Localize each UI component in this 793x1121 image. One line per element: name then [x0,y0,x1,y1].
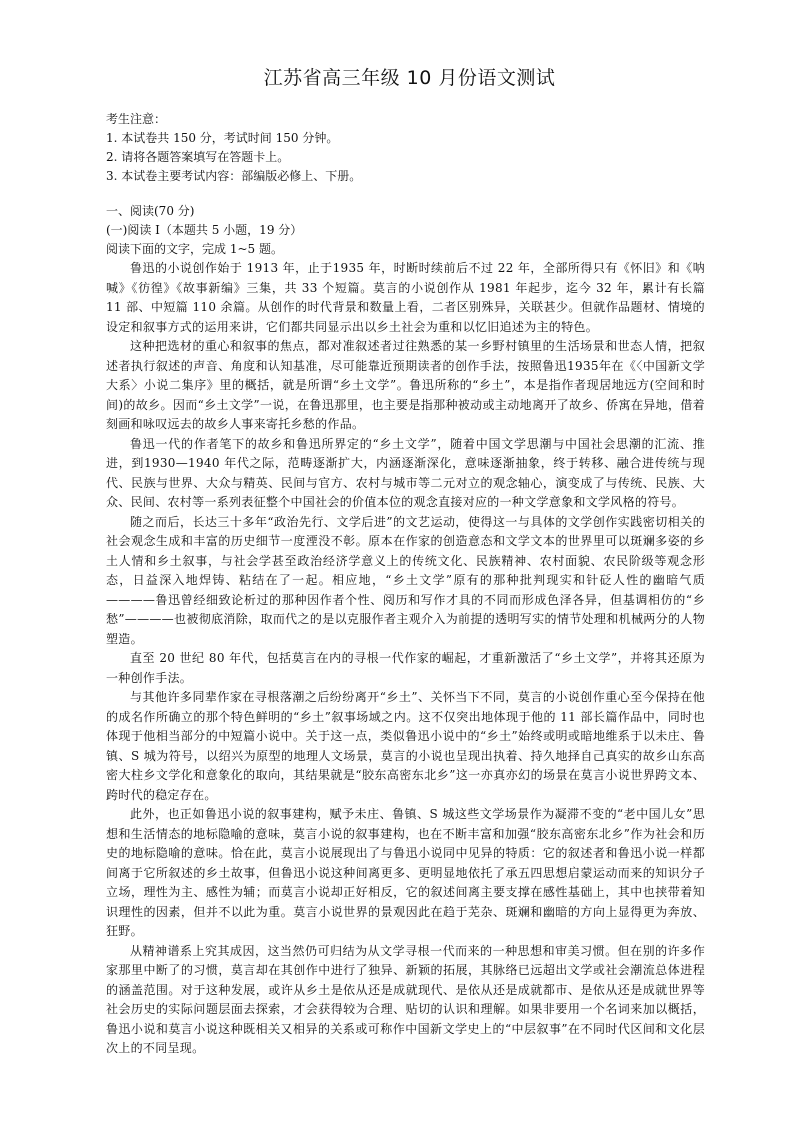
notice-item: 1. 本试卷共 150 分，考试时间 150 分钟。 [106,131,339,145]
notice-heading: 考生注意： [106,112,167,126]
candidate-notice [106,110,705,186]
passage-paragraph: 鲁迅的小说创作始于 1913 年，止于1935 年，时断时续前后不过 22 年，全部所得只有《怀旧》和《呐喊》《彷徨》《故事新编》三集，共 33 个短篇。莫言的小说创作从 1981 年起步，迄今 32 年，累计有长篇 11 部、中短篇 110 余篇。从创作的时代背景和数量上看，二者区别殊异，关联甚少。但就作品题材、情境的设定和叙事方式的运用来讲，它们都共同显示出以乡土社会为重和以忆旧追述为主的特色。 [106,261,705,334]
instruction: 阅读下面的文字，完成 1~5 题。 [106,242,283,256]
passage-paragraph: 这种把选材的重心和叙事的焦点，都对准叙述者过往熟悉的某一乡野村镇里的生活场景和世态人情，把叙述者执行叙述的声音、角度和认知基准，尽可能靠近预期读者的创作手法，按照鲁迅1935年在《〈中国新文学大系〉小说二集序》里的概括，就是所谓“乡土文学”。鲁迅所称的“乡土”，本是指作者现居地远方(空间和时间)的故乡。因而“乡土文学”一说，在鲁迅那里，也主要是指那种被动或主动地离开了故乡、侨寓在异地，借着刻画和咏叹远去的故乡人事来寄托乡愁的作品。 [106,339,705,431]
passage-paragraph: 随之而后，长达三十多年“政治先行、文学后进”的文艺运动，使得这一与具体的文学创作实践密切相关的社会观念生成和丰富的历史细节一度湮没不彰。原本在作家的创造意态和文学文本的世界里可以斑斓多姿的乡土人情和乡土叙事，与社会学甚至政治经济学意义上的传统文化、民族精神、农村面貌、农民阶级等观念形态，日益深入地焊铸、粘结在了一起。相应地，“乡土文学”原有的那种批判现实和针砭人性的幽暗气质————鲁迅曾经细致论析过的那种因作者个性、阅历和写作才具的不同而形成色泽各异，但基调相仿的“乡愁”————也被彻底消除，取而代之的是以克服作者主观介入为前提的透明写实的情节处理和机械两分的人物塑造。 [106,514,705,646]
passage-paragraph: 从精神谱系上究其成因，这当然仍可归结为从文学寻根一代而来的一种思想和审美习惯。但在别的许多作家那里中断了的习惯，莫言却在其创作中进行了独异、新颖的拓展，其脉络已远超出文学或社会潮流总体进程的涵盖范围。对于这种发展，或许从乡土是依从还是成就现代、是依从还是成就都市、是依从还是成就世界等社会历史的实际问题层面去探索，才会获得较为合理、贴切的认识和理解。如果非要用一个名词来加以概括，鲁迅小说和莫言小说这种既相关又相异的关系或可称作中国新文学史上的“中层叙事”在不同时代区间和文化层次上的不同呈现。 [106,943,705,1055]
passage-paragraph: 与其他许多同辈作家在寻根落潮之后纷纷离开“乡土”、关怀当下不同，莫言的小说创作重心至今保持在他的成名作所确立的那个特色鲜明的“乡土”叙事场域之内。这不仅突出地体现于他的 11 部长篇作品中，同时也体现于他相当部分的中短篇小说中。关于这一点，类似鲁迅小说中的“乡土”始终或明或暗地维系于以未庄、鲁镇、S 城为符号，以绍兴为原型的地理人文场景，莫言的小说也呈现出执着、持久地择自己真实的故乡山东高密大柱乡文学化和意象化的取向，其结果就是“胶东高密东北乡”这一亦真亦幻的场景在莫言小说世界跨文本、跨时代的稳定存在。 [106,690,705,802]
section-heading: 一、阅读(70 分) [106,204,195,218]
subsection-heading: (一)阅读 I（本题共 5 小题，19 分） [106,223,303,237]
passage-paragraph: 鲁迅一代的作者笔下的故乡和鲁迅所界定的“乡土文学”，随着中国文学思潮与中国社会思潮的汇流、推进，到1930—1940 年代之际，范畴逐渐扩大，内涵逐渐深化，意味逐渐抽象，终于转移、融合进传统与现代、民族与世界、大众与精英、民间与官方、农村与城市等二元对立的观念轴心，演变成了与传统、民族、大众、民间、农村等一系列表征整个中国社会的价值本位的观念直接对应的一种文学意象和文学风格的符号。 [106,436,705,509]
passage-paragraph: 此外，也正如鲁迅小说的叙事建构，赋予未庄、鲁镇、S 城这些文学场景作为凝滞不变的“老中国儿女”思想和生活情态的地标隐喻的意味，莫言小说的叙事建构，也在不断丰富和加强“胶东高密东北乡”作为社会和历史的地标隐喻的意味。恰在此，莫言小说展现出了与鲁迅小说同中见异的特质：它的叙述者和鲁迅小说一样都间离于它所叙述的乡土故事，但鲁迅小说这种间离更多、更明显地依托了承五四思想启蒙运动而来的知识分子立场，理性为主、感性为辅；而莫言小说却正好相反，它的叙述间离主要支撑在感性基础上，其中也挟带着知识理性的因素，但并不以此为重。莫言小说世界的景观因此在趋于芜杂、斑斓和幽暗的方向上显得更为奔放、狂野。 [106,807,705,938]
passage-paragraph: 直至 20 世纪 80 年代，包括莫言在内的寻根一代作家的崛起，才重新激活了“乡土文学”，并将其还原为一种创作手法。 [106,651,705,685]
notice-item: 3. 本试卷主要考试内容：部编版必修上、下册。 [106,169,362,183]
exam-title: 江苏省高三年级 10 月份语文测试 [263,67,556,89]
notice-item: 2. 请将各题答案填写在答题卡上。 [106,150,290,164]
